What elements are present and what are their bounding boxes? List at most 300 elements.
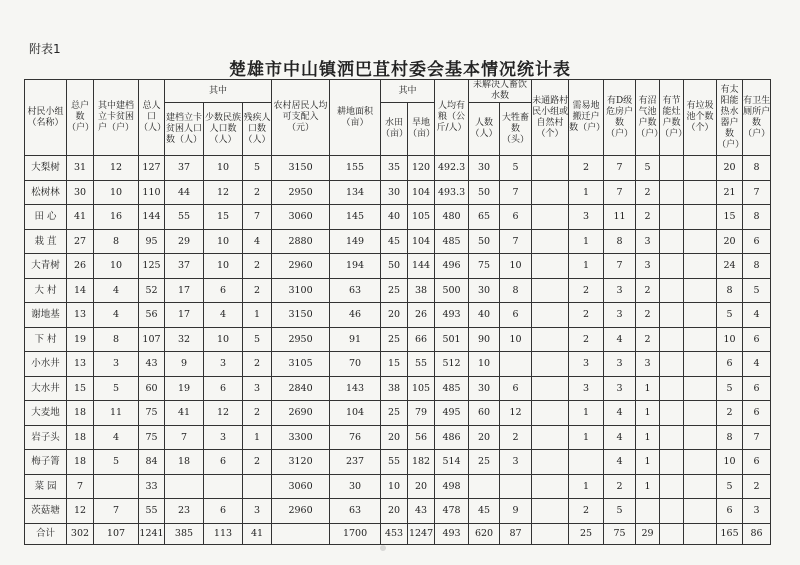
cell-toilet: 5 xyxy=(743,278,771,303)
cell-garbage xyxy=(684,156,717,181)
cell-garbage xyxy=(684,499,717,524)
cell-toilet: 7 xyxy=(743,425,771,450)
cell-biogas: 1 xyxy=(636,401,660,426)
cell-paddy: 55 xyxy=(381,450,408,475)
cell-toilet: 6 xyxy=(743,450,771,475)
cell-name: 梅子箐 xyxy=(25,450,67,475)
cell-households: 18 xyxy=(67,425,94,450)
cell-card-poor-pop: 7 xyxy=(165,425,204,450)
cell-solar: 24 xyxy=(717,254,743,279)
cell-d-level: 4 xyxy=(604,327,636,352)
cell-households: 18 xyxy=(67,401,94,426)
cell-minority: 15 xyxy=(204,205,243,230)
cell-grain: 485 xyxy=(435,376,469,401)
cell-relocate: 3 xyxy=(569,352,604,377)
cell-solar: 5 xyxy=(717,376,743,401)
cell-minority: 6 xyxy=(204,450,243,475)
header-no-road: 未通路村民小组或自然村（个） xyxy=(532,80,569,156)
cell-grain: 493.3 xyxy=(435,180,469,205)
cell-disabled: 2 xyxy=(243,278,272,303)
cell-disabled: 1 xyxy=(243,425,272,450)
cell-dry: 38 xyxy=(408,278,435,303)
header-disabled: 残疾人口数（人） xyxy=(243,103,272,156)
cell-name: 岩子头 xyxy=(25,425,67,450)
cell-population: 144 xyxy=(139,205,165,230)
cell-minority: 12 xyxy=(204,401,243,426)
cell-card-poor: 4 xyxy=(94,425,139,450)
cell-garbage xyxy=(684,278,717,303)
cell-no-road xyxy=(532,229,569,254)
cell-card-poor-pop: 37 xyxy=(165,254,204,279)
table-row xyxy=(25,376,771,401)
cell-water-livestock: 9 xyxy=(500,499,532,524)
cell-relocate: 25 xyxy=(569,523,604,544)
cell-name: 田 心 xyxy=(25,205,67,230)
cell-land: 70 xyxy=(330,352,381,377)
cell-garbage xyxy=(684,229,717,254)
cell-stove xyxy=(660,352,684,377)
header-card-poor-pop: 建档立卡贫困人口数（人） xyxy=(165,103,204,156)
cell-name: 合计 xyxy=(25,523,67,544)
cell-stove xyxy=(660,254,684,279)
cell-minority: 10 xyxy=(204,229,243,254)
cell-income: 3120 xyxy=(272,450,330,475)
cell-card-poor: 8 xyxy=(94,327,139,352)
cell-dry: 104 xyxy=(408,229,435,254)
cell-card-poor-pop: 32 xyxy=(165,327,204,352)
cell-land: 63 xyxy=(330,278,381,303)
cell-garbage xyxy=(684,376,717,401)
cell-income: 2950 xyxy=(272,327,330,352)
cell-relocate: 1 xyxy=(569,474,604,499)
cell-card-poor: 12 xyxy=(94,156,139,181)
cell-relocate: 2 xyxy=(569,278,604,303)
cell-water-livestock: 7 xyxy=(500,180,532,205)
cell-d-level: 5 xyxy=(604,499,636,524)
cell-grain: 498 xyxy=(435,474,469,499)
cell-relocate: 2 xyxy=(569,499,604,524)
cell-toilet: 6 xyxy=(743,229,771,254)
cell-population: 75 xyxy=(139,425,165,450)
cell-land: 1700 xyxy=(330,523,381,544)
cell-water-people: 60 xyxy=(469,401,500,426)
cell-d-level: 75 xyxy=(604,523,636,544)
cell-households: 13 xyxy=(67,303,94,328)
cell-disabled: 4 xyxy=(243,229,272,254)
cell-no-road xyxy=(532,425,569,450)
cell-dry: 79 xyxy=(408,401,435,426)
cell-card-poor-pop: 17 xyxy=(165,303,204,328)
cell-toilet: 3 xyxy=(743,499,771,524)
cell-disabled xyxy=(243,474,272,499)
cell-water-livestock: 6 xyxy=(500,376,532,401)
cell-households: 15 xyxy=(67,376,94,401)
cell-toilet: 8 xyxy=(743,156,771,181)
cell-population: 52 xyxy=(139,278,165,303)
cell-card-poor-pop: 18 xyxy=(165,450,204,475)
cell-garbage xyxy=(684,352,717,377)
cell-disabled: 7 xyxy=(243,205,272,230)
cell-minority: 6 xyxy=(204,499,243,524)
cell-card-poor: 5 xyxy=(94,450,139,475)
cell-toilet: 4 xyxy=(743,303,771,328)
cell-relocate: 3 xyxy=(569,376,604,401)
cell-paddy: 453 xyxy=(381,523,408,544)
cell-paddy: 25 xyxy=(381,278,408,303)
cell-no-road xyxy=(532,254,569,279)
header-dry: 旱地（亩） xyxy=(408,103,435,156)
cell-income: 3300 xyxy=(272,425,330,450)
cell-relocate xyxy=(569,450,604,475)
cell-land: 237 xyxy=(330,450,381,475)
cell-households: 14 xyxy=(67,278,94,303)
cell-d-level: 3 xyxy=(604,352,636,377)
cell-water-people: 30 xyxy=(469,278,500,303)
cell-no-road xyxy=(532,303,569,328)
cell-water-livestock: 87 xyxy=(500,523,532,544)
cell-card-poor: 8 xyxy=(94,229,139,254)
cell-name: 大梨树 xyxy=(25,156,67,181)
cell-garbage xyxy=(684,523,717,544)
cell-stove xyxy=(660,401,684,426)
cell-disabled: 1 xyxy=(243,303,272,328)
table-row xyxy=(25,425,771,450)
table-row xyxy=(25,205,771,230)
cell-toilet: 8 xyxy=(743,205,771,230)
cell-minority xyxy=(204,474,243,499)
cell-card-poor-pop: 19 xyxy=(165,376,204,401)
header-card-poor: 其中建档立卡贫困户（户） xyxy=(94,80,139,156)
cell-name: 大麦地 xyxy=(25,401,67,426)
cell-toilet: 4 xyxy=(743,352,771,377)
cell-population: 107 xyxy=(139,327,165,352)
cell-grain: 480 xyxy=(435,205,469,230)
cell-water-people: 20 xyxy=(469,425,500,450)
cell-solar: 2 xyxy=(717,401,743,426)
cell-disabled: 3 xyxy=(243,499,272,524)
cell-paddy: 10 xyxy=(381,474,408,499)
cell-income: 2840 xyxy=(272,376,330,401)
cell-toilet: 2 xyxy=(743,474,771,499)
cell-land: 155 xyxy=(330,156,381,181)
cell-card-poor-pop: 9 xyxy=(165,352,204,377)
cell-minority: 10 xyxy=(204,254,243,279)
cell-no-road xyxy=(532,474,569,499)
cell-income: 2690 xyxy=(272,401,330,426)
cell-card-poor-pop: 385 xyxy=(165,523,204,544)
cell-d-level: 4 xyxy=(604,425,636,450)
cell-d-level: 7 xyxy=(604,156,636,181)
cell-solar: 8 xyxy=(717,278,743,303)
cell-toilet: 6 xyxy=(743,327,771,352)
cell-biogas: 29 xyxy=(636,523,660,544)
cell-grain: 478 xyxy=(435,499,469,524)
table-row xyxy=(25,254,771,279)
attachment-label: 附表1 xyxy=(29,42,61,56)
cell-name: 下 村 xyxy=(25,327,67,352)
header-households: 总户数（户） xyxy=(67,80,94,156)
cell-land: 145 xyxy=(330,205,381,230)
cell-land: 194 xyxy=(330,254,381,279)
cell-dry: 66 xyxy=(408,327,435,352)
cell-no-road xyxy=(532,352,569,377)
cell-no-road xyxy=(532,327,569,352)
cell-card-poor-pop: 44 xyxy=(165,180,204,205)
cell-minority: 10 xyxy=(204,327,243,352)
cell-solar: 20 xyxy=(717,156,743,181)
cell-dry: 56 xyxy=(408,425,435,450)
cell-grain: 486 xyxy=(435,425,469,450)
cell-biogas: 2 xyxy=(636,303,660,328)
cell-no-road xyxy=(532,278,569,303)
cell-minority: 113 xyxy=(204,523,243,544)
cell-biogas xyxy=(636,499,660,524)
table-row xyxy=(25,352,771,377)
cell-name: 松树林 xyxy=(25,180,67,205)
cell-stove xyxy=(660,425,684,450)
table-row xyxy=(25,229,771,254)
total-row xyxy=(25,523,771,544)
cell-dry: 144 xyxy=(408,254,435,279)
cell-no-road xyxy=(532,450,569,475)
cell-solar: 21 xyxy=(717,180,743,205)
cell-d-level: 8 xyxy=(604,229,636,254)
cell-water-livestock: 7 xyxy=(500,229,532,254)
cell-dry: 120 xyxy=(408,156,435,181)
cell-water-livestock: 10 xyxy=(500,327,532,352)
cell-toilet: 6 xyxy=(743,376,771,401)
cell-disabled: 2 xyxy=(243,180,272,205)
cell-income: 2880 xyxy=(272,229,330,254)
cell-card-poor-pop: 55 xyxy=(165,205,204,230)
cell-population: 60 xyxy=(139,376,165,401)
cell-relocate: 1 xyxy=(569,180,604,205)
cell-card-poor: 107 xyxy=(94,523,139,544)
cell-garbage xyxy=(684,180,717,205)
cell-dry: 105 xyxy=(408,205,435,230)
cell-no-road xyxy=(532,180,569,205)
header-solar: 有太阳能热水器户数（户） xyxy=(717,80,743,156)
cell-income: 3060 xyxy=(272,474,330,499)
cell-grain: 512 xyxy=(435,352,469,377)
cell-grain: 500 xyxy=(435,278,469,303)
cell-solar: 10 xyxy=(717,450,743,475)
cell-income: 3100 xyxy=(272,278,330,303)
cell-solar: 5 xyxy=(717,303,743,328)
cell-paddy: 45 xyxy=(381,229,408,254)
header-water-livestock: 大牲畜数（头） xyxy=(500,103,532,156)
cell-land: 134 xyxy=(330,180,381,205)
cell-stove xyxy=(660,450,684,475)
cell-households: 26 xyxy=(67,254,94,279)
cell-relocate: 1 xyxy=(569,229,604,254)
cell-d-level: 3 xyxy=(604,376,636,401)
cell-name: 大水井 xyxy=(25,376,67,401)
cell-grain: 485 xyxy=(435,229,469,254)
cell-water-livestock: 8 xyxy=(500,278,532,303)
cell-d-level: 3 xyxy=(604,278,636,303)
cell-dry: 105 xyxy=(408,376,435,401)
cell-toilet: 7 xyxy=(743,180,771,205)
cell-paddy: 50 xyxy=(381,254,408,279)
cell-garbage xyxy=(684,254,717,279)
cell-paddy: 25 xyxy=(381,327,408,352)
cell-name: 茨菇塘 xyxy=(25,499,67,524)
statistics-table xyxy=(24,79,771,545)
cell-solar: 165 xyxy=(717,523,743,544)
cell-relocate: 3 xyxy=(569,205,604,230)
cell-paddy: 35 xyxy=(381,156,408,181)
cell-no-road xyxy=(532,401,569,426)
cell-garbage xyxy=(684,401,717,426)
table-body xyxy=(25,156,771,545)
cell-relocate: 1 xyxy=(569,425,604,450)
cell-card-poor: 3 xyxy=(94,352,139,377)
cell-garbage xyxy=(684,303,717,328)
header-minority: 少数民族人口数（人） xyxy=(204,103,243,156)
cell-garbage xyxy=(684,205,717,230)
cell-paddy: 25 xyxy=(381,401,408,426)
cell-dry: 26 xyxy=(408,303,435,328)
cell-dry: 1247 xyxy=(408,523,435,544)
cell-disabled: 41 xyxy=(243,523,272,544)
cell-dry: 55 xyxy=(408,352,435,377)
cell-name: 谢地基 xyxy=(25,303,67,328)
cell-dry: 43 xyxy=(408,499,435,524)
cell-solar: 6 xyxy=(717,352,743,377)
cell-d-level: 4 xyxy=(604,450,636,475)
header-name: 村民小组（名称） xyxy=(25,80,67,156)
cell-water-people: 620 xyxy=(469,523,500,544)
cell-biogas: 3 xyxy=(636,352,660,377)
cell-card-poor-pop: 41 xyxy=(165,401,204,426)
cell-grain: 495 xyxy=(435,401,469,426)
cell-water-people: 40 xyxy=(469,303,500,328)
table-row xyxy=(25,327,771,352)
cell-population: 1241 xyxy=(139,523,165,544)
cell-name: 大 村 xyxy=(25,278,67,303)
cell-paddy: 40 xyxy=(381,205,408,230)
cell-water-people: 10 xyxy=(469,352,500,377)
cell-disabled: 2 xyxy=(243,450,272,475)
cell-households: 31 xyxy=(67,156,94,181)
header-d-level: 有D级危房户数（户） xyxy=(604,80,636,156)
cell-name: 大青树 xyxy=(25,254,67,279)
cell-card-poor-pop: 17 xyxy=(165,278,204,303)
cell-paddy: 38 xyxy=(381,376,408,401)
cell-name: 栽 苴 xyxy=(25,229,67,254)
cell-card-poor: 7 xyxy=(94,499,139,524)
cell-dry: 20 xyxy=(408,474,435,499)
cell-water-people: 90 xyxy=(469,327,500,352)
cell-water-people: 45 xyxy=(469,499,500,524)
cell-income: 3060 xyxy=(272,205,330,230)
cell-card-poor: 11 xyxy=(94,401,139,426)
header-toilet: 有卫生厕所户数（户） xyxy=(743,80,771,156)
cell-name: 菜 园 xyxy=(25,474,67,499)
cell-solar: 6 xyxy=(717,499,743,524)
cell-water-livestock xyxy=(500,352,532,377)
cell-income: 3150 xyxy=(272,156,330,181)
cell-d-level: 2 xyxy=(604,474,636,499)
cell-water-people: 50 xyxy=(469,229,500,254)
cell-card-poor-pop: 29 xyxy=(165,229,204,254)
cell-population: 125 xyxy=(139,254,165,279)
cell-disabled: 2 xyxy=(243,254,272,279)
cell-stove xyxy=(660,180,684,205)
cell-households: 302 xyxy=(67,523,94,544)
cell-income: 3105 xyxy=(272,352,330,377)
cell-minority: 3 xyxy=(204,352,243,377)
cell-d-level: 4 xyxy=(604,401,636,426)
cell-households: 19 xyxy=(67,327,94,352)
cell-garbage xyxy=(684,327,717,352)
cell-population: 43 xyxy=(139,352,165,377)
cell-land: 149 xyxy=(330,229,381,254)
cell-biogas: 2 xyxy=(636,205,660,230)
cell-water-livestock: 3 xyxy=(500,450,532,475)
header-group-of-which: 其中 xyxy=(165,80,272,103)
cell-population: 110 xyxy=(139,180,165,205)
cell-paddy: 15 xyxy=(381,352,408,377)
cell-biogas: 2 xyxy=(636,180,660,205)
header-water-people: 人数（人） xyxy=(469,103,500,156)
cell-income: 3150 xyxy=(272,303,330,328)
cell-biogas: 2 xyxy=(636,278,660,303)
header-garbage: 有垃圾池个数（个） xyxy=(684,80,717,156)
header-relocate: 需易地搬迁户数（户） xyxy=(569,80,604,156)
cell-households: 18 xyxy=(67,450,94,475)
cell-income: 2960 xyxy=(272,254,330,279)
cell-water-livestock: 5 xyxy=(500,156,532,181)
cell-water-livestock: 6 xyxy=(500,303,532,328)
cell-water-livestock: 6 xyxy=(500,205,532,230)
cell-garbage xyxy=(684,425,717,450)
cell-population: 33 xyxy=(139,474,165,499)
table-row xyxy=(25,499,771,524)
header-income: 农村居民人均可支配入（元） xyxy=(272,80,330,156)
cell-grain: 501 xyxy=(435,327,469,352)
cell-toilet: 8 xyxy=(743,254,771,279)
cell-paddy: 20 xyxy=(381,303,408,328)
cell-card-poor: 10 xyxy=(94,254,139,279)
cell-population: 95 xyxy=(139,229,165,254)
cell-households: 12 xyxy=(67,499,94,524)
cell-no-road xyxy=(532,376,569,401)
cell-solar: 10 xyxy=(717,327,743,352)
cell-dry: 104 xyxy=(408,180,435,205)
cell-biogas: 5 xyxy=(636,156,660,181)
cell-d-level: 11 xyxy=(604,205,636,230)
table-row xyxy=(25,303,771,328)
cell-biogas: 3 xyxy=(636,229,660,254)
cell-minority: 6 xyxy=(204,376,243,401)
table-row xyxy=(25,278,771,303)
header-land-of-which: 其中 xyxy=(381,80,435,103)
cell-solar: 20 xyxy=(717,229,743,254)
cell-solar: 15 xyxy=(717,205,743,230)
cell-minority: 10 xyxy=(204,156,243,181)
cell-card-poor: 16 xyxy=(94,205,139,230)
cell-households: 7 xyxy=(67,474,94,499)
cell-income: 2950 xyxy=(272,180,330,205)
cell-disabled: 5 xyxy=(243,327,272,352)
cell-d-level: 3 xyxy=(604,303,636,328)
cell-grain: 514 xyxy=(435,450,469,475)
cell-income xyxy=(272,523,330,544)
cell-card-poor-pop xyxy=(165,474,204,499)
cell-relocate: 2 xyxy=(569,156,604,181)
